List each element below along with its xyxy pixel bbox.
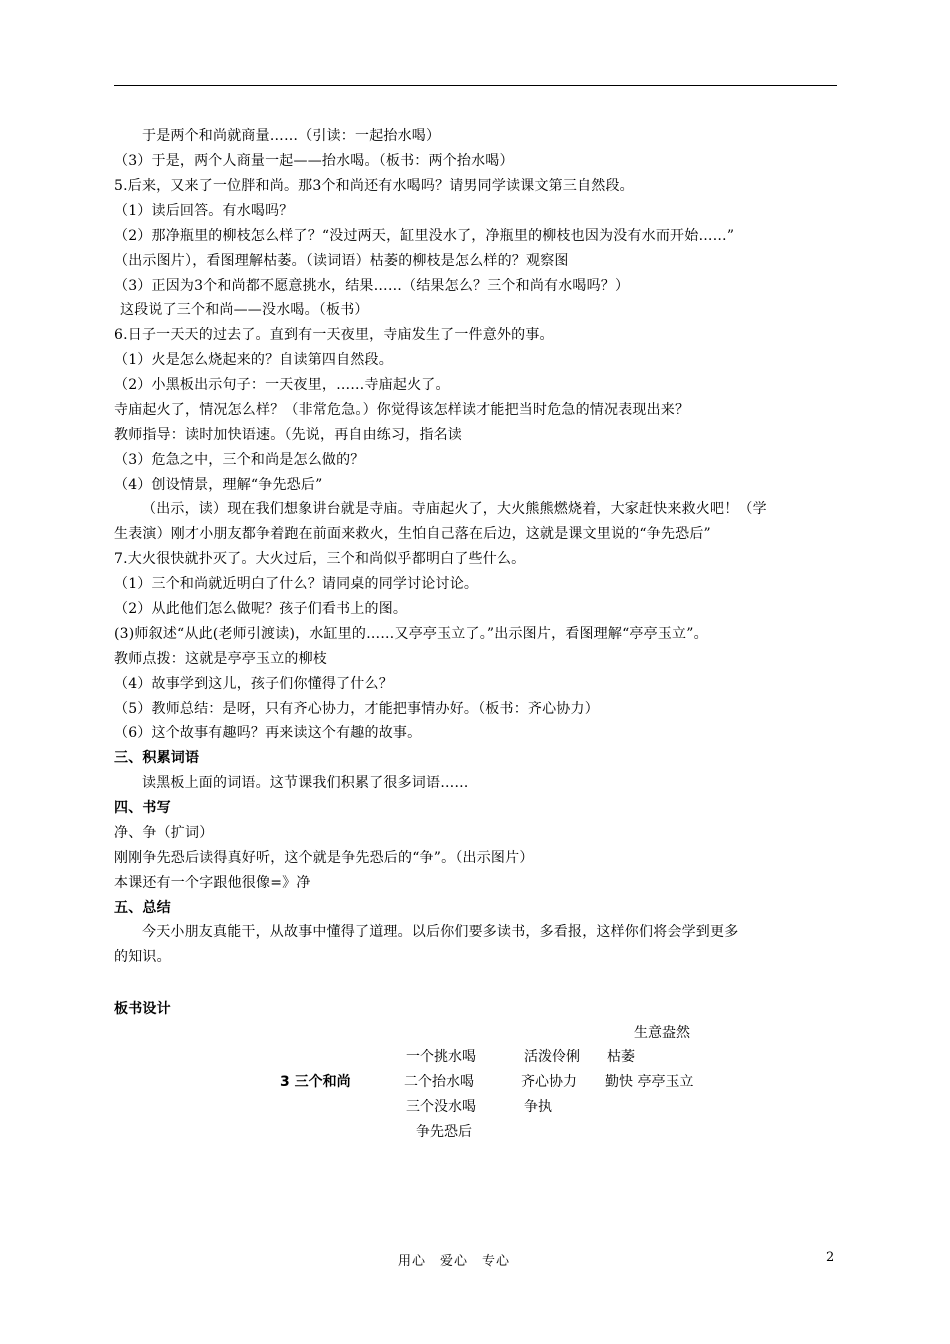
text-line: 生表演）刚才小朋友都争着跑在前面来救火，生怕自己落在后边，这就是课文里说的“争先恐后” [114,526,711,542]
text-line: （4）创设情景，理解“争先恐后” [114,477,323,493]
board-word: 争执 [524,1099,552,1115]
text-line: 于是两个和尚就商量……（引读：一起抬水喝） [142,128,441,144]
text-line: （3）正因为3个和尚都不愿意挑水，结果……（结果怎么？三个和尚有水喝吗？） [114,278,630,294]
text-line: 的知识。 [114,949,171,965]
board-word: 争先恐后 [416,1124,472,1140]
text-line: (3)师叙述“从此(老师引渡读)，水缸里的……又亭亭玉立了。”出示图片，看图理解“亭亭玉立”。 [114,626,708,642]
text-line: 教师点拨：这就是亭亭玉立的柳枝 [114,651,327,667]
header-rule [114,85,837,86]
text-line: （2）从此他们怎么做呢？孩子们看书上的图。 [114,601,408,617]
text-line: （3）于是，两个人商量一起——抬水喝。（板书：两个抬水喝） [114,153,514,169]
text-line: （6）这个故事有趣吗？再来读这个有趣的故事。 [114,725,422,741]
board-word: 三个没水喝 [406,1099,476,1115]
section-heading: 四、书写 [114,800,171,816]
board-word: 枯萎 [607,1049,635,1065]
board-word: 活泼伶俐 [524,1049,580,1065]
text-line: （5）教师总结：是呀，只有齐心协力，才能把事情办好。（板书：齐心协力） [114,701,599,717]
text-line: 刚刚争先恐后读得真好听，这个就是争先恐后的“争”。（出示图片） [114,850,534,866]
text-line: （1）三个和尚就近明白了什么？请同桌的同学讨论讨论。 [114,576,479,592]
text-line: 本课还有一个字跟他很像=》净 [114,875,311,891]
board-word: 勤快 亭亭玉立 [605,1074,694,1090]
text-line: （1）火是怎么烧起来的？自读第四自然段。 [114,352,393,368]
text-line: （出示图片），看图理解枯萎。（读词语）枯萎的柳枝是怎么样的？观察图 [114,253,569,269]
text-line: 7.大火很快就扑灭了。大火过后，三个和尚似乎都明白了些什么。 [114,551,526,567]
text-line: （4）故事学到这儿，孩子们你懂得了什么？ [114,676,393,692]
section-heading: 五、总结 [114,900,171,916]
text-line: （2）那净瓶里的柳枝怎么样了？“没过两天，缸里没水了，净瓶里的柳枝也因为没有水而开始……” [114,228,735,244]
text-line: （3）危急之中，三个和尚是怎么做的？ [114,452,365,468]
text-line: 今天小朋友真能干，从故事中懂得了道理。以后你们要多读书，多看报，这样你们将会学到更多 [142,924,739,940]
text-line: 净、争（扩词） [114,825,214,841]
board-title: 3 三个和尚 [280,1074,351,1090]
page-number: 2 [826,1250,835,1265]
board-word: 齐心协力 [521,1074,577,1090]
text-line: （1）读后回答。有水喝吗？ [114,203,294,219]
text-line: 寺庙起火了，情况怎么样？（非常危急。）你觉得该怎样读才能把当时危急的情况表现出来？ [114,402,690,418]
text-line: （2）小黑板出示句子：一天夜里，……寺庙起火了。 [114,377,450,393]
text-line: 这段说了三个和尚——没水喝。（板书） [120,302,369,318]
text-line: 5.后来，又来了一位胖和尚。那3个和尚还有水喝吗？请男同学读课文第三自然段。 [114,178,634,194]
board-word: 生意盎然 [634,1025,690,1041]
board-design-heading: 板书设计 [114,1001,171,1017]
board-word: 二个抬水喝 [404,1074,474,1090]
text-line: 读黑板上面的词语。这节课我们积累了很多词语…… [142,775,469,791]
text-line: 6.日子一天天的过去了。直到有一天夜里，寺庙发生了一件意外的事。 [114,327,554,343]
board-word: 一个挑水喝 [406,1049,476,1065]
text-line: （出示，读）现在我们想象讲台就是寺庙。寺庙起火了，大火熊熊燃烧着，大家赶快来救火吧！（学 [142,501,767,517]
footer-motto: 用心 爱心 专心 [398,1254,511,1269]
text-line: 教师指导：读时加快语速。（先说，再自由练习，指名读 [114,427,462,443]
section-heading: 三、积累词语 [114,750,200,766]
